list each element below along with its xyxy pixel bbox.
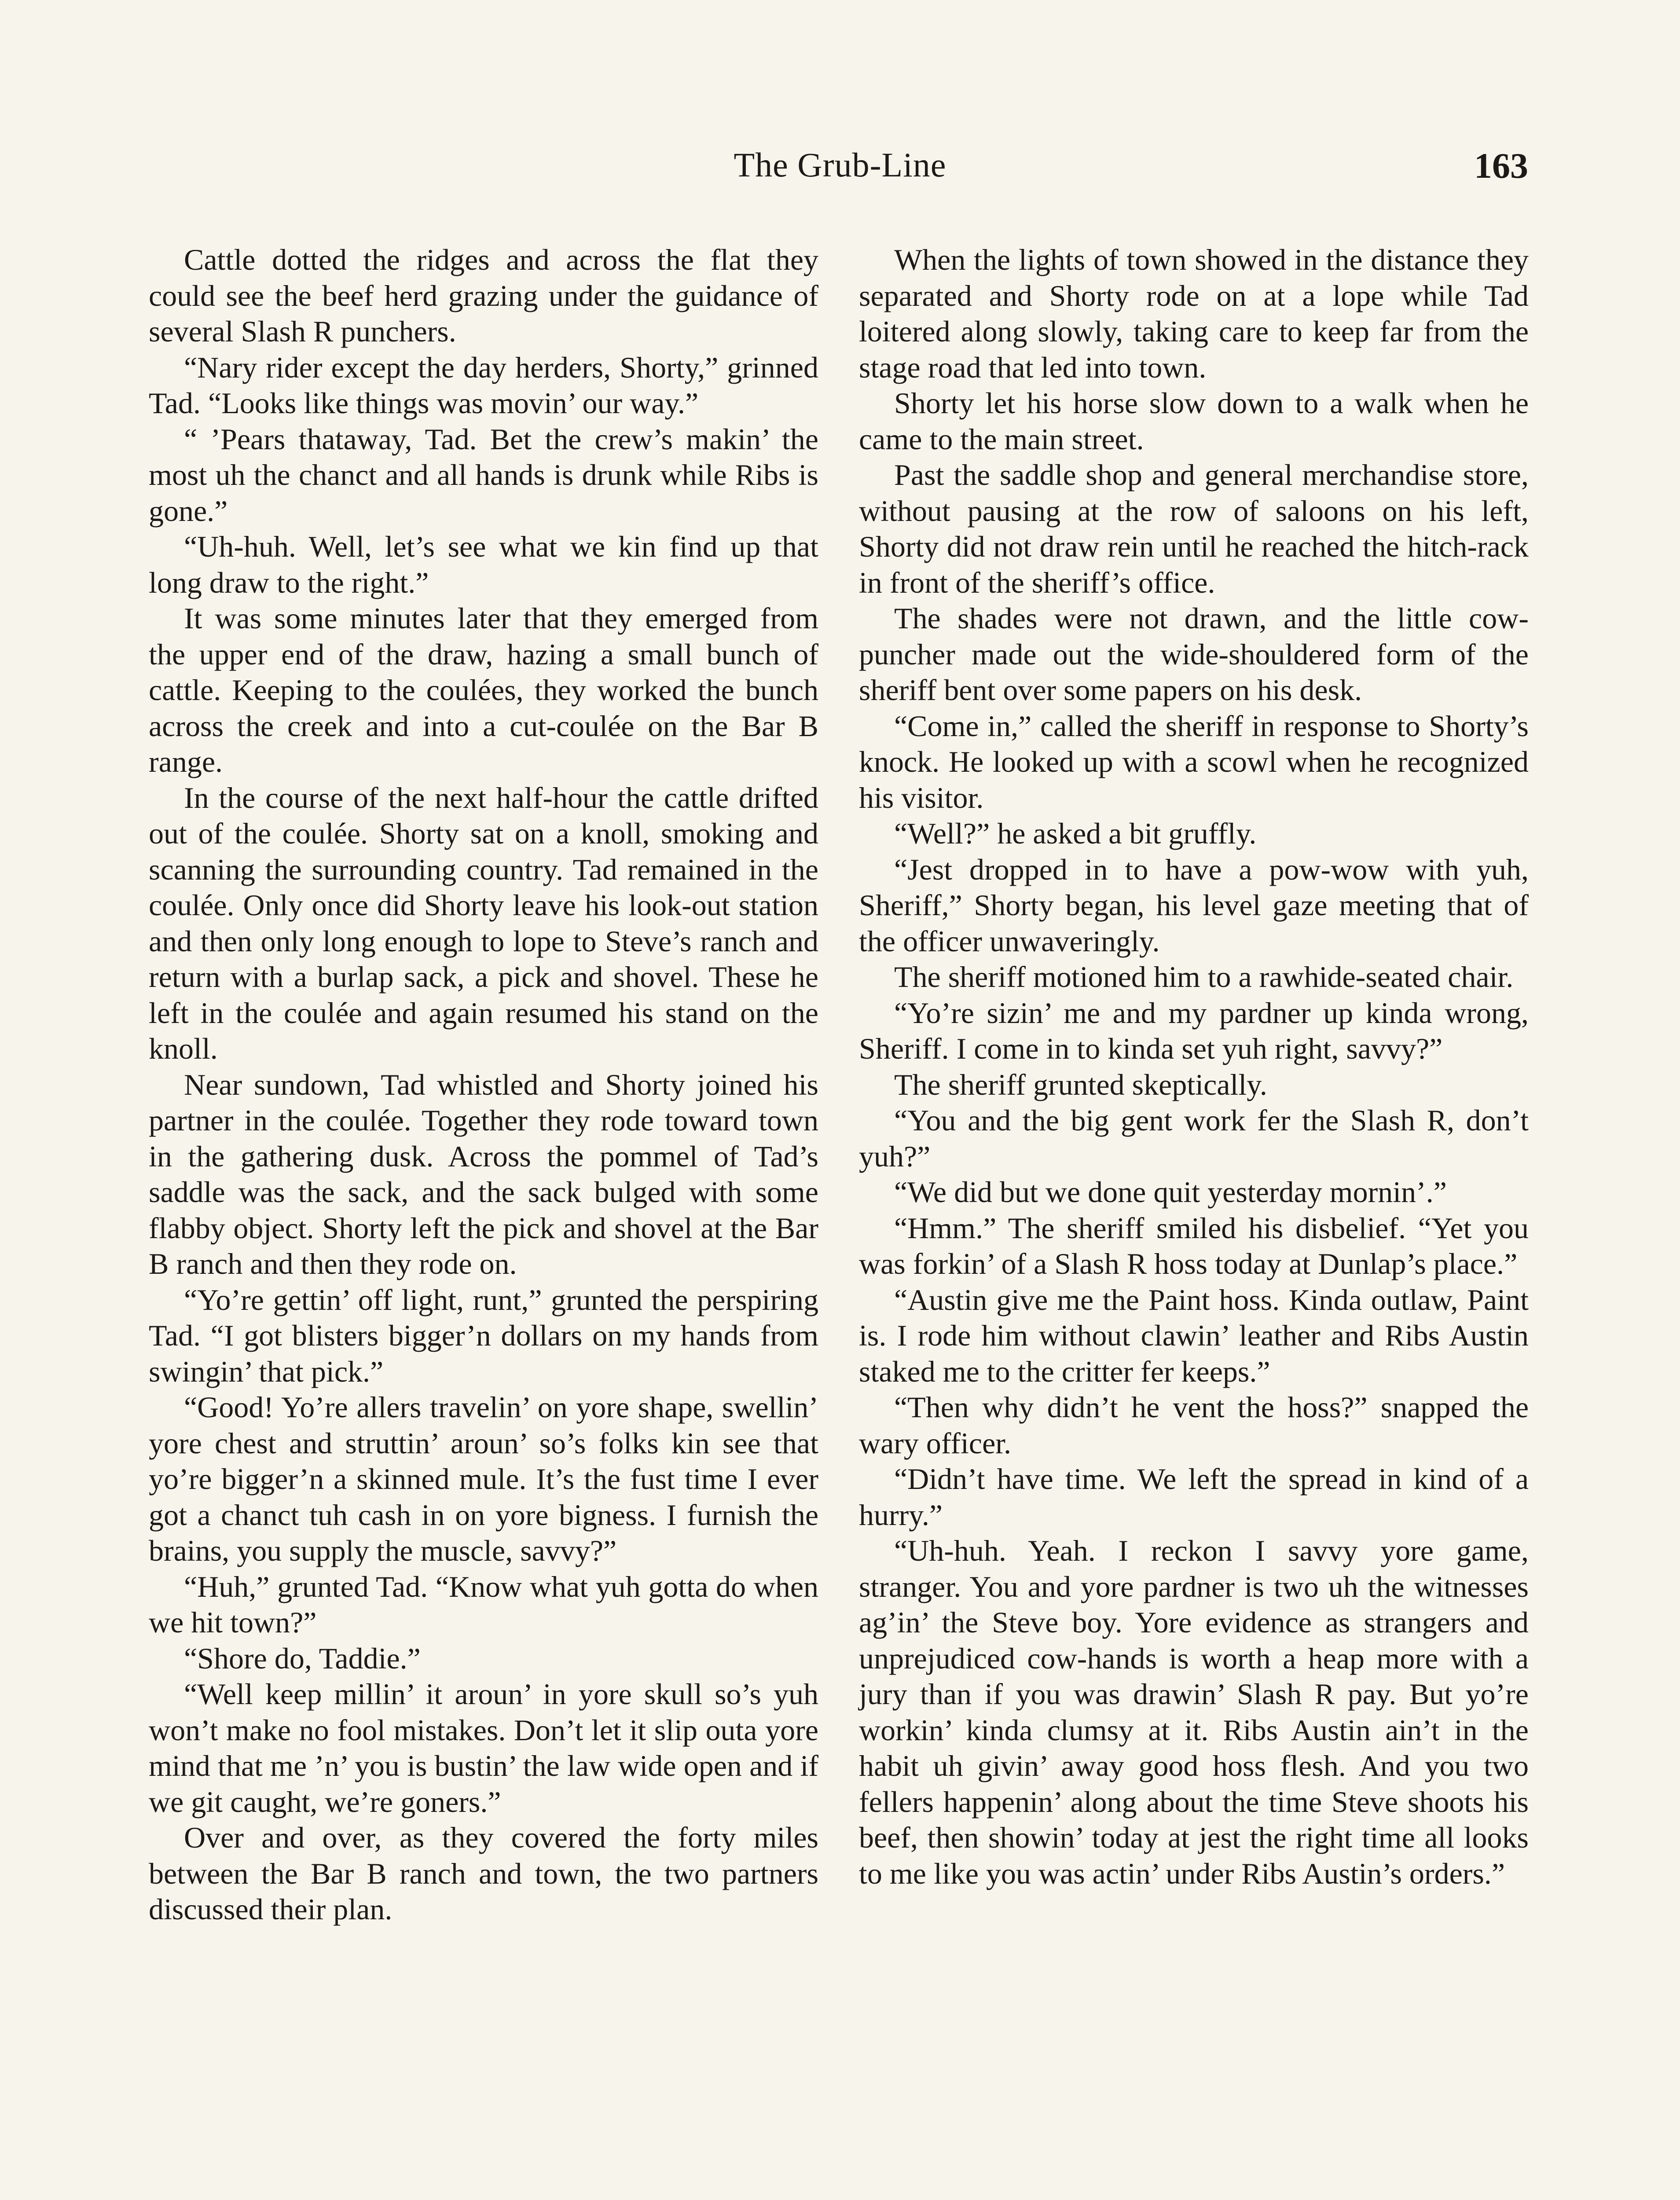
paragraph: “Austin give me the Paint hoss. Kinda outlaw, Paint is. I rode him without clawin’ leather and Ribs Austin staked me to the critter fer keeps.” bbox=[859, 1283, 1529, 1388]
paragraph: “Shore do, Taddie.” bbox=[184, 1641, 421, 1675]
paragraph: “Come in,” called the sheriff in response to Shorty’s knock. He looked up with a scowl when he recognized his visitor. bbox=[859, 709, 1529, 814]
paragraph: Cattle dotted the ridges and across the flat they could see the beef herd grazing under the guidance of several Slash R punchers. bbox=[149, 243, 818, 348]
paragraph: The sheriff grunted skeptically. bbox=[894, 1067, 1267, 1101]
paragraph: “Huh,” grunted Tad. “Know what yuh gotta do when we hit town?” bbox=[149, 1569, 818, 1639]
paragraph: Over and over, as they covered the forty miles between the Bar B ranch and town, the two partners discussed their plan. bbox=[149, 1821, 818, 1926]
paragraph: Near sundown, Tad whistled and Shorty joined his partner in the coulée. Together they rode toward town in the gathering dusk. Across the pommel of Tad’s saddle was the sack, and the sack bulged with some flabby object. Shorty left the pick and shovel at the Bar B ranch and then they rode on. bbox=[149, 1067, 818, 1280]
paragraph: “Well?” he asked a bit gruffly. bbox=[894, 817, 1257, 850]
page-header bbox=[0, 145, 1680, 198]
paragraph: “ ’Pears thataway, Tad. Bet the crew’s makin’ the most uh the chanct and all hands is drunk while Ribs is gone.” bbox=[149, 422, 818, 528]
paragraph: The shades were not drawn, and the little cow-puncher made out the wide-shouldered form of the sheriff bent over some papers on his desk. bbox=[859, 601, 1529, 707]
paragraph: It was some minutes later that they emerged from the upper end of the draw, hazing a small bunch of cattle. Keeping to the coulées, they worked the bunch across the creek and into a cut-coulée on the Bar B range. bbox=[149, 601, 818, 778]
left-column bbox=[149, 242, 818, 1928]
paragraph: “We did but we done quit yesterday mornin’.” bbox=[894, 1175, 1447, 1209]
paragraph: “You and the big gent work fer the Slash R, don’t yuh?” bbox=[859, 1104, 1529, 1173]
paragraph: The sheriff motioned him to a rawhide-seated chair. bbox=[894, 960, 1514, 994]
paragraph: “Hmm.” The sheriff smiled his disbelief. “Yet you was forkin’ of a Slash R hoss today at Dunlap’s place.” bbox=[859, 1211, 1529, 1280]
paragraph: “Jest dropped in to have a pow-wow with yuh, Sheriff,” Shorty began, his level gaze meeting that of the officer unwaveringly. bbox=[859, 852, 1529, 958]
paragraph: “Didn’t have time. We left the spread in kind of a hurry.” bbox=[859, 1462, 1529, 1532]
paragraph: “Yo’re gettin’ off light, runt,” grunted the perspiring Tad. “I got blisters bigger’n dollars on my hands from swingin’ that pick.” bbox=[149, 1283, 818, 1388]
paragraph: “Well keep millin’ it aroun’ in yore skull so’s yuh won’t make no fool mistakes. Don’t let it slip outa yore mind that me ’n’ you is bustin’ the law wide open and if we git caught, we’re goners.” bbox=[149, 1677, 818, 1819]
paragraph: “Good! Yo’re allers travelin’ on yore shape, swellin’ yore chest and struttin’ aroun’ so’s folks kin see that yo’re bigger’n a skinned mule. It’s the fust time I ever got a chanct tuh cash in on yore bigness. I furnish the brains, you supply the muscle, savvy?” bbox=[149, 1390, 818, 1567]
paragraph: “Uh-huh. Yeah. I reckon I savvy yore game, stranger. You and yore pardner is two uh the witnesses ag’in’ the Steve boy. Yore evidence as strangers and unprejudiced cow-hands is worth a heap more with a jury than if you was drawin’ Slash R pay. But yo’re workin’ kinda clumsy at it. Ribs Austin ain’t in the habit uh givin’ away good hoss flesh. And you two fellers happenin’ along about the time Steve shoots his beef, then showin’ today at jest the right time all looks to me like you was actin’ under Ribs Austin’s orders.” bbox=[859, 1534, 1529, 1890]
paragraph: When the lights of town showed in the distance they separated and Shorty rode on at a lope while Tad loitered along slowly, taking care to keep far from the stage road that led into town. bbox=[859, 243, 1529, 384]
paragraph: “Yo’re sizin’ me and my pardner up kinda wrong, Sheriff. I come in to kinda set yuh right, savvy?” bbox=[859, 996, 1529, 1065]
paragraph: “Uh-huh. Well, let’s see what we kin find up that long draw to the right.” bbox=[149, 530, 818, 599]
paragraph: “Nary rider except the day herders, Shorty,” grinned Tad. “Looks like things was movin’ our way.” bbox=[149, 350, 818, 420]
right-column bbox=[859, 242, 1529, 1892]
paragraph: “Then why didn’t he vent the hoss?” snapped the wary officer. bbox=[859, 1390, 1529, 1460]
paragraph: Past the saddle shop and general merchandise store, without pausing at the row of saloons on his left, Shorty did not draw rein until he reached the hitch-rack in front of the sheriff’s office. bbox=[859, 458, 1529, 599]
paragraph: Shorty let his horse slow down to a walk when he came to the main street. bbox=[859, 386, 1529, 456]
running-title: The Grub-Line bbox=[734, 146, 946, 184]
page-number: 163 bbox=[1474, 146, 1528, 186]
paragraph: In the course of the next half-hour the cattle drifted out of the coulée. Shorty sat on a knoll, smoking and scanning the surrounding country. Tad remained in the coulée. Only once did Shorty leave his look-out station and then only long enough to lope to Steve’s ranch and return with a burlap sack, a pick and shovel. These he left in the coulée and again resumed his stand on the knoll. bbox=[149, 781, 818, 1065]
